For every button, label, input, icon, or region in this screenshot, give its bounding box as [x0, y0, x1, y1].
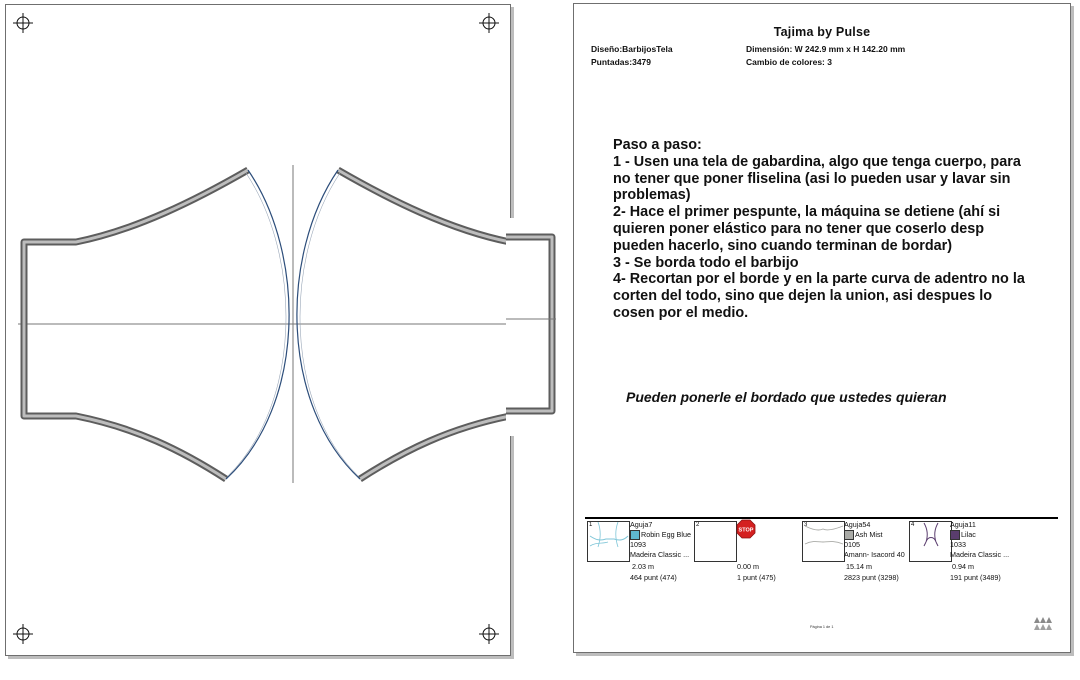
thread-preview-icon [588, 522, 629, 561]
registration-mark-top-right [479, 13, 499, 33]
registration-mark-bottom-left [13, 624, 33, 644]
thread-name: Lilac [961, 530, 976, 539]
worksheet-page [573, 3, 1071, 653]
stitch-range: 191 punt (3489) [950, 572, 1001, 582]
thread-length: 0.00 m [737, 562, 759, 571]
thread-brand: Amann- Isacord 40 [844, 550, 905, 560]
thread-preview-icon [803, 522, 844, 561]
color-name-row [950, 530, 1009, 540]
color-swatch-thumbnail [587, 521, 630, 562]
stop-icon [736, 519, 756, 539]
thread-color-chip [950, 530, 960, 540]
color-index: 3 [804, 522, 808, 528]
needle-label: Aguja11 [950, 520, 976, 529]
color-table-divider [585, 517, 1058, 519]
instruction-step-3: 3 - Se borda todo el barbijo [613, 254, 799, 271]
thread-brand: Madeira Classic ... [630, 550, 690, 560]
stitch-range: 464 punt (474) [630, 572, 677, 582]
embroidery-note: Pueden ponerle el bordado que ustedes quieran [626, 389, 947, 405]
design-dimension: Dimensión: W 242.9 mm x H 142.20 mm [746, 44, 906, 54]
thread-color-chip [844, 530, 854, 540]
thread-color-chip [630, 530, 640, 540]
thread-length: 0.94 m [952, 562, 974, 571]
thread-name: Ash Mist [855, 530, 883, 539]
color-swatch-thumbnail [694, 521, 737, 562]
color-stats [844, 562, 899, 583]
thread-code: 1093 [630, 540, 646, 550]
color-info [844, 520, 905, 560]
stitch-range: 1 punt (475) [737, 572, 776, 582]
svg-text:STOP: STOP [738, 527, 754, 534]
color-index: 2 [696, 522, 700, 528]
design-preview-page [5, 4, 511, 656]
thread-code: 0105 [844, 540, 860, 550]
color-stats [950, 562, 1001, 583]
color-name-row [630, 530, 691, 540]
color-swatch-thumbnail [909, 521, 952, 562]
needle-label: Aguja54 [844, 520, 871, 529]
color-name-row [844, 530, 905, 540]
instructions-heading: Paso a paso: [613, 137, 702, 153]
color-info [630, 520, 691, 560]
color-stats [737, 562, 776, 583]
thread-length: 2.03 m [632, 562, 654, 571]
instruction-step-2: 2- Hace el primer pespunte, la máquina se detiene (ahí si quieren poner elástico para no tener que coserlo desp pueden hacerlo, sino cuando terminan de bordar) [613, 204, 1001, 254]
worksheet-title: Tajima by Pulse [773, 25, 871, 39]
stitch-count: Puntadas:3479 [591, 57, 651, 67]
needle-label: Aguja7 [630, 520, 653, 529]
color-info [950, 520, 1009, 560]
right-piece-side-edge [509, 200, 569, 450]
thread-code: 1033 [950, 540, 966, 550]
page-number: Página 1 de 1 [810, 625, 834, 629]
thread-name: Robin Egg Blue [641, 530, 691, 539]
mask-pattern-drawing [6, 5, 510, 655]
thread-length: 15.14 m [846, 562, 872, 571]
color-stats [630, 562, 677, 583]
stitch-range: 2823 punt (3298) [844, 572, 899, 582]
color-index: 4 [911, 522, 915, 528]
color-changes: Cambio de colores: 3 [746, 57, 832, 67]
tajima-logo-icon [1033, 615, 1057, 633]
thread-brand: Madeira Classic ... [950, 550, 1010, 560]
color-swatch-thumbnail [802, 521, 845, 562]
thread-preview-icon [910, 522, 951, 561]
registration-mark-top-left [13, 13, 33, 33]
instructions-block [613, 137, 1033, 322]
instruction-step-1: 1 - Usen una tela de gabardina, algo que tenga cuerpo, para no tener que poner fliselina (asi lo pueden usar y lavar sin problemas) [613, 153, 1021, 204]
color-index: 1 [589, 522, 593, 528]
design-name: Diseño:BarbijosTela [591, 44, 673, 54]
instruction-step-4: 4- Recortan por el borde y en la parte curva de adentro no la corten del todo, sino que dejen la union, asi despues lo cosen por el medio. [613, 271, 1025, 321]
registration-mark-bottom-right [479, 624, 499, 644]
